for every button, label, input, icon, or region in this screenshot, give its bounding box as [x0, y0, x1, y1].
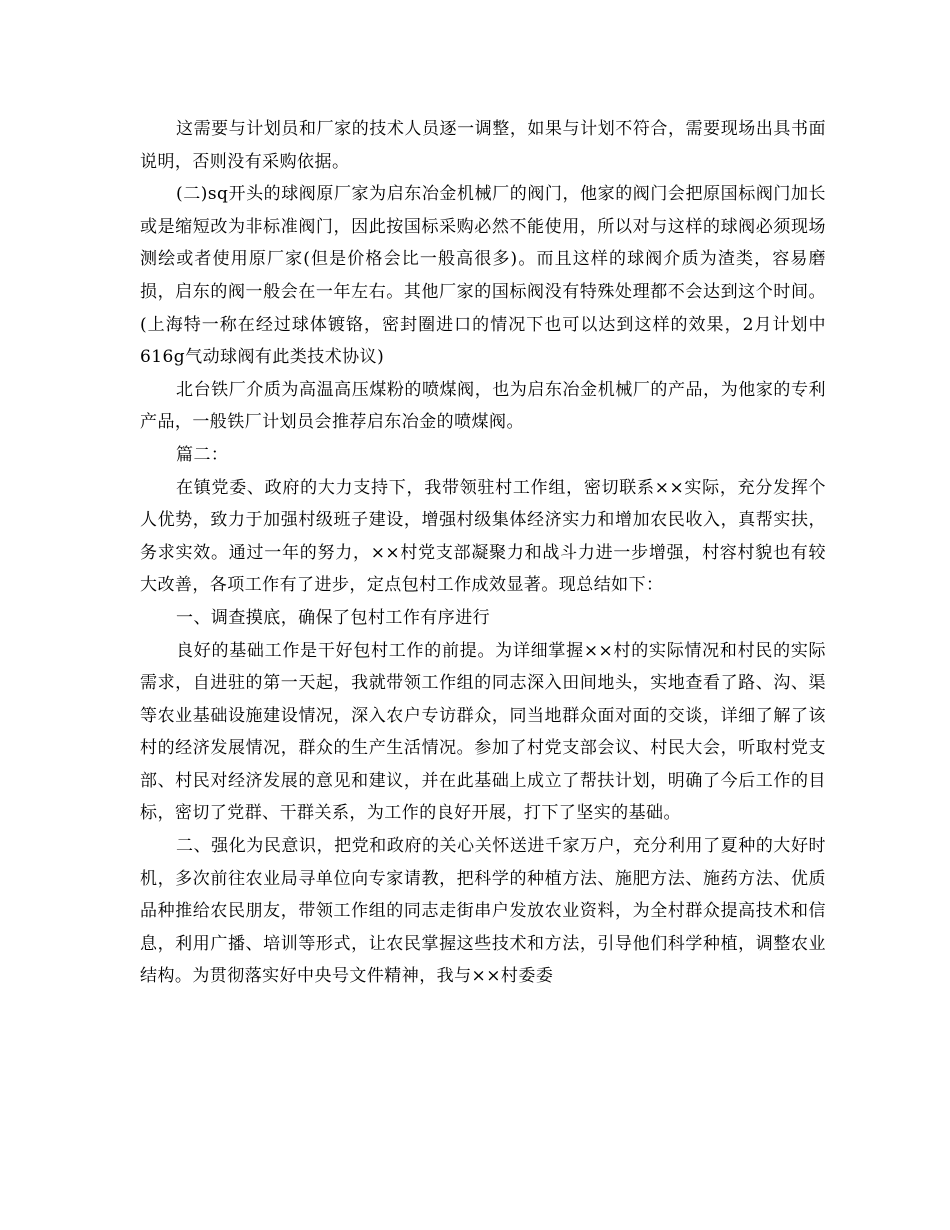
paragraph-3: 北台铁厂介质为高温高压煤粉的喷煤阀，也为启东冶金机械厂的产品，为他家的专利产品，一般铁厂计划员会推荐启东冶金的喷煤阀。 — [140, 379, 826, 433]
paragraph-1: 这需要与计划员和厂家的技术人员逐一调整，如果与计划不符合，需要现场出具书面说明，否则没有采购依据。 — [140, 119, 826, 172]
document-page — [140, 113, 826, 993]
paragraph-6: 二、强化为民意识，把党和政府的关心关怀送进千家万户，充分利用了夏种的大好时机，多次前往农业局寻单位向专家请教，把科学的种植方法、施肥方法、施药方法、优质品种推给农民朋友，带领工作组的同志走街串户发放农业资料，为全村群众提高技术和信息，利用广播、培训等形式，让农民掌握这些技术和方法，引导他们科学种植，调整农业结构。为贯彻落实好中央号文件精神，我与××村委委 — [140, 836, 826, 987]
section-heading-one: 一、调查摸底，确保了包村工作有序进行 — [176, 607, 491, 628]
paragraph-5: 良好的基础工作是干好包村工作的前提。为详细掌握××村的实际情况和村民的实际需求，自进驻的第一天起，我就带领工作组的同志深入田间地头，实地查看了路、沟、渠等农业基础设施建设情况，深入农户专访群众，同当地群众面对面的交谈，详细了解了该村的经济发展情况，群众的生产生活情况。参加了村党支部会议、村民大会，听取村党支部、村民对经济发展的意见和建议，并在此基础上成立了帮扶计划，明确了今后工作的目标，密切了党群、干群关系，为工作的良好开展，打下了坚实的基础。 — [140, 640, 826, 824]
section-heading-part-two: 篇二： — [176, 444, 229, 465]
paragraph-2: (二)sq开头的球阀原厂家为启东冶金机械厂的阀门，他家的阀门会把原国标阀门加长或是缩短改为非标准阀门，因此按国标采购必然不能使用，所以对与这样的球阀必须现场测绘或者使用原厂家(但是价格会比一般高很多)。而且这样的球阀介质为渣类，容易磨损，启东的阀一般会在一年左右。其他厂家的国标阀没有特殊处理都不会达到这个时间。(上海特一称在经过球体镀铬，密封圈进口的情况下也可以达到这样的效果，2月计划中616g气动球阀有此类技术协议) — [140, 184, 826, 368]
paragraph-4: 在镇党委、政府的大力支持下，我带领驻村工作组，密切联系××实际，充分发挥个人优势，致力于加强村级班子建设，增强村级集体经济实力和增加农民收入，真帮实扶，务求实效。通过一年的努力，××村党支部凝聚力和战斗力进一步增强，村容村貌也有较大改善，各项工作有了进步，定点包村工作成效显著。现总结如下： — [140, 477, 826, 596]
